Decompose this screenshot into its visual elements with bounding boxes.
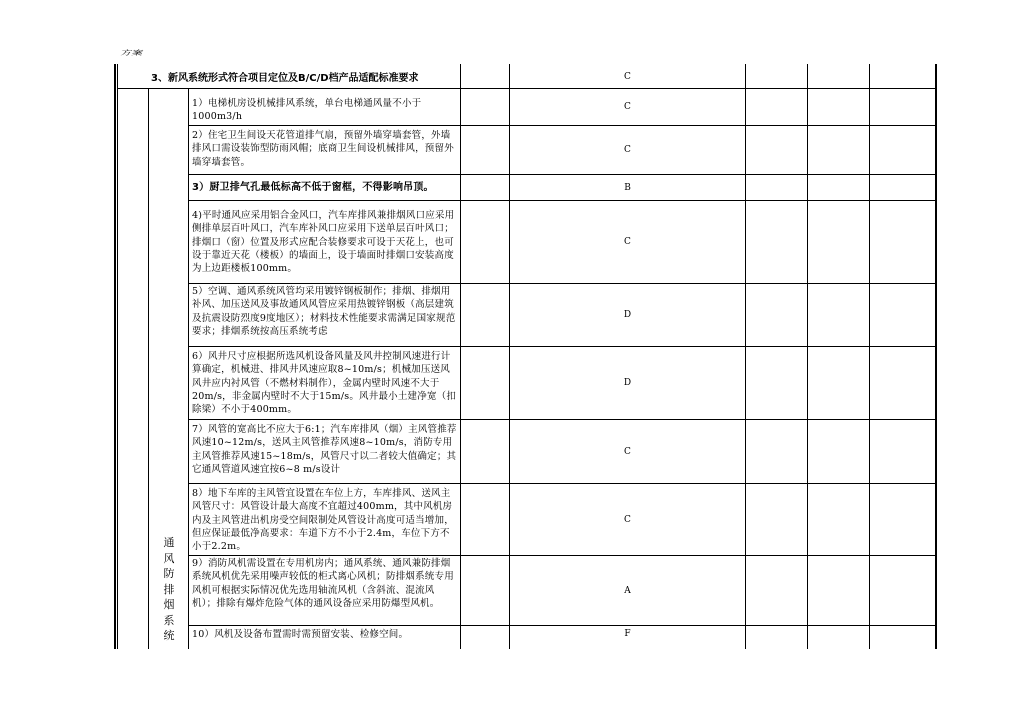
requirement-text-7: 7）风管的宽高比不应大于6:1；汽车库排风（烟）主风管推荐风速10~12m/s，送风主风管推荐风速8~10m/s，消防专用主风管推荐风速15~18m/s，风管尺寸以二者较大值确定；其它通风管道风速宜按6~8 m/s设计 [192,424,457,475]
grade-9: A [624,585,631,596]
grade-3: B [624,182,631,193]
grid-line-left-thick [114,64,116,649]
grid-line-right-thick [935,64,937,649]
cropped-text-fragment: 方案 [120,49,142,57]
requirement-text-8: 8）地下车库的主风管宜设置在车位上方，车库排风、送风主风管尺寸：风管设计最大高度不宜超过400mm，其中风机房内及主风管进出机房受空间限制处风管设计高度可适当增加，但应保证最低净高要求：车道下方不小于2.4m，车位下方不小于2.2m。 [192,488,454,553]
grade-7: C [624,446,631,457]
grid-line-col-d [869,64,870,649]
grade-4: C [624,237,631,247]
grid-line-left-inner [117,64,118,649]
requirement-text-5: 5）空调、通风系统风管均采用镀锌钢板制作；排烟、排烟用补风、加压送风及事故通风风管应采用热镀锌钢板（高层建筑及抗震设防烈度9度地区）；材料技术性能要求需满足国家规范要求；排烟系统按高压系统考虑 [192,286,456,337]
requirement-text-6: 6）风井尺寸应根据所选风机设备风量及风井控制风速进行计算确定，机械进、排风井风速应取8~10m/s；机械加压送风风井应内衬风管（不燃材料制作），金属内壁时风速不大于20m/s，非金属内壁时不大于15m/s。风井最小土建净宽（扣除梁）不小于400mm。 [192,351,457,416]
requirement-text-3: 3）厨卫排气孔最低标高不低于窗框，不得影响吊顶。 [192,182,434,194]
grade-2: C [624,145,631,155]
requirement-text-1: 1）电梯机房设机械排风系统，单台电梯通风量不小于1000m3/h [192,98,422,123]
category-label: 通风防排烟系统 [163,536,175,642]
grade-8: C [624,514,631,525]
grade-10: F [624,629,631,639]
grid-line-row9-bottom [188,625,936,626]
grade-1: C [624,102,631,112]
section-header-title: 3、新风系统形式符合项目定位及B/C/D档产品适配标准要求 [151,73,419,84]
requirement-text-2: 2）住宅卫生间设天花管道排气扇，预留外墙穿墙套管，外墙排风口需设装饰型防雨风帽；底商卫生间设机械排风，预留外墙穿墙套管。 [192,130,454,168]
grade-6: D [623,378,632,388]
requirement-text-4: 4)平时通风应采用铝合金风口，汽车库排风兼排烟风口应采用侧排单层百叶风口，汽车库补风口应采用下送单层百叶风口；排烟口（窗）位置及形式应配合装修要求可设于天花上，也可设于靠近天花（楼板）的墙面上，设于墙面时排烟口安装高度为上边距楼板100mm。 [192,210,455,275]
grid-line-req-end [460,64,461,649]
requirement-text-9: 9）消防风机需设置在专用机房内；通风系统、通风兼防排烟系统风机优先采用噪声较低的柜式离心风机；防排烟系统专用风机可根据实际情况优先选用轴流风机（含斜流、混流风机）；排除有爆炸危险气体的通风设备应采用防爆型风机。 [192,558,454,609]
category-label-cell [149,89,188,649]
requirement-text-10: 10）风机及设备布置需时需预留安装、检修空间。 [192,629,409,640]
grid-line-col-b [745,64,746,649]
grid-line-col-c [807,64,808,649]
section-header-grade: C [624,71,631,82]
grade-5: D [623,310,632,320]
